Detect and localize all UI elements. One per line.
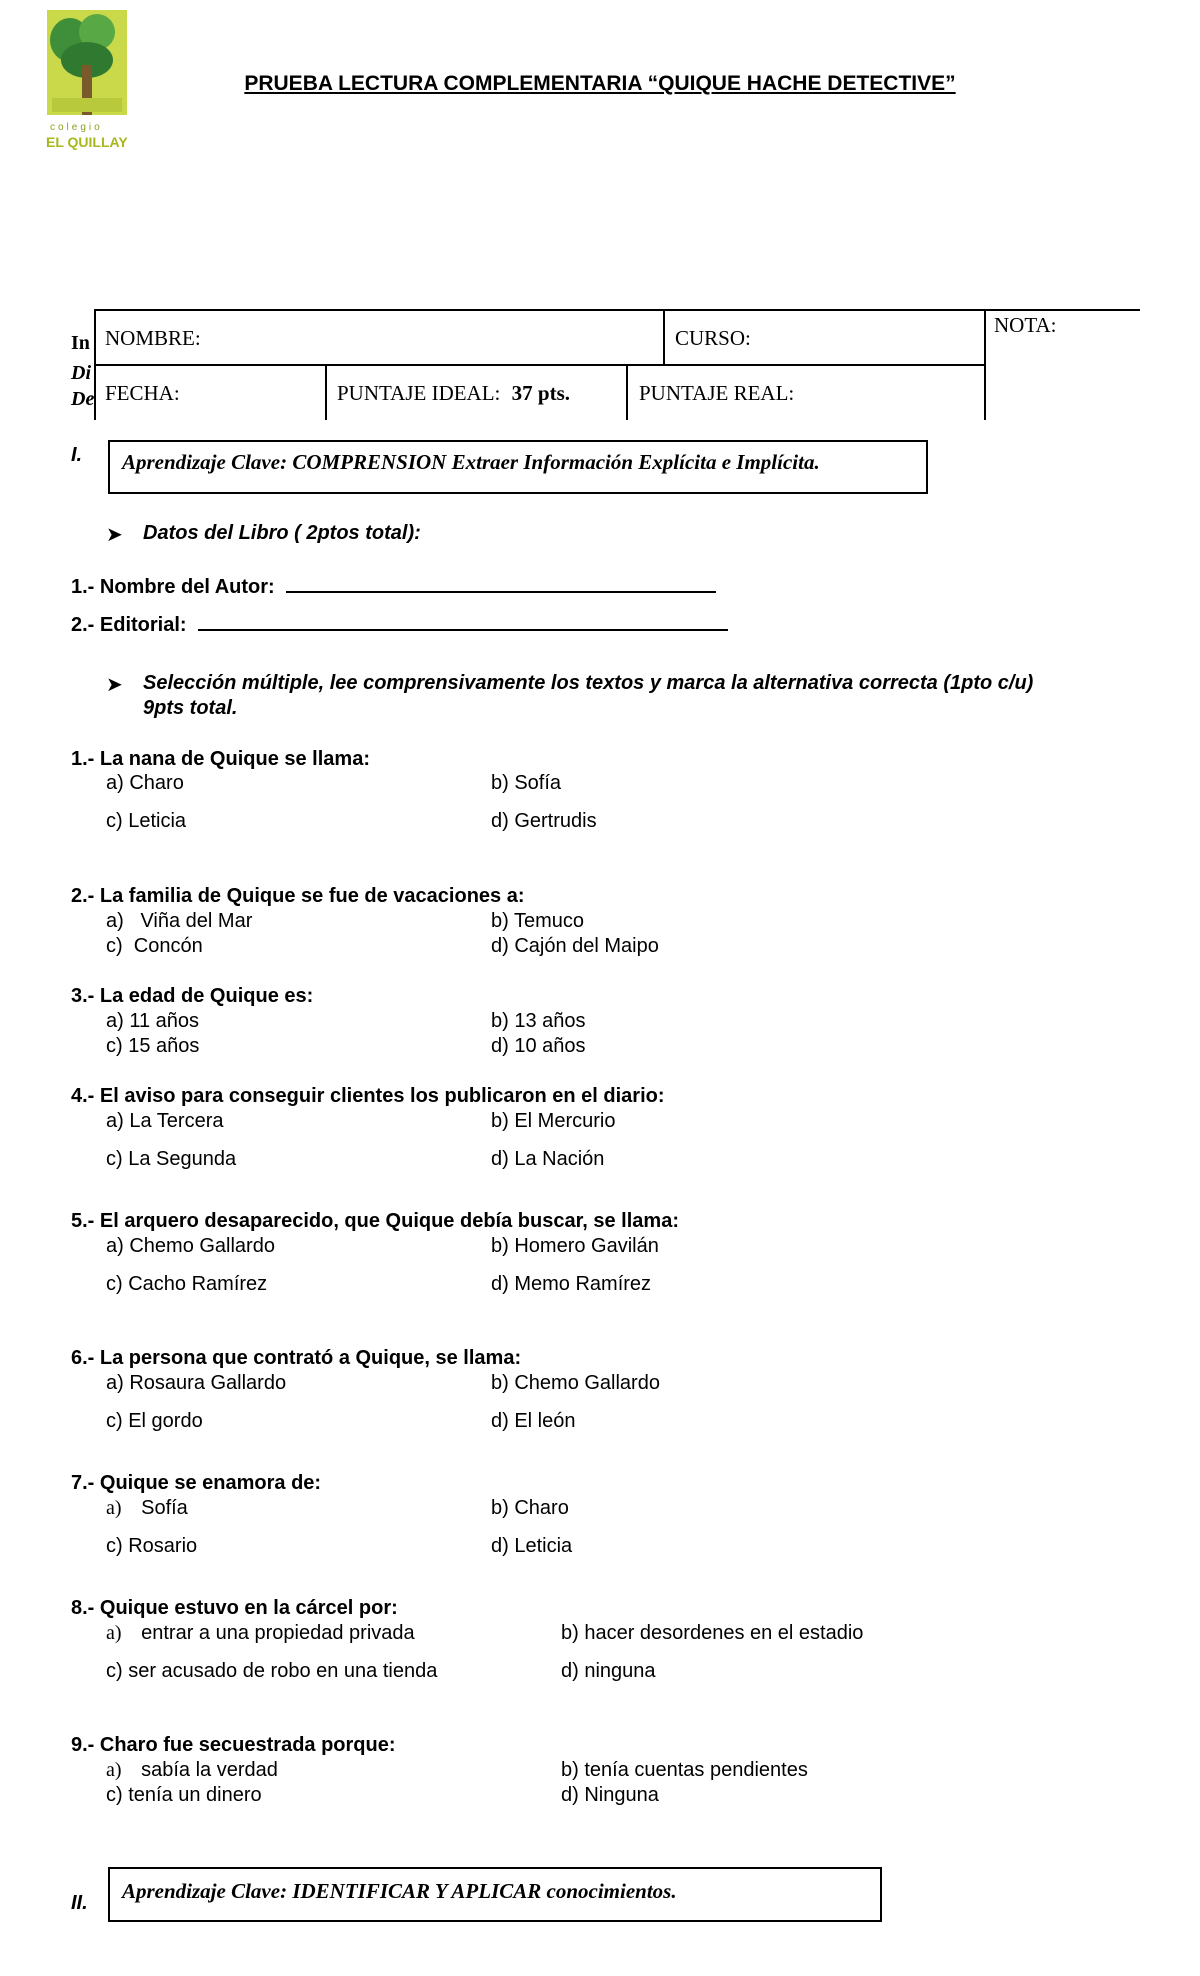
q3-option-d[interactable]: d) 10 años [491, 1035, 586, 1057]
student-info-table [0, 0, 1200, 430]
datos-heading: Datos del Libro ( 2ptos total): [143, 522, 421, 544]
q2-option-a[interactable]: a) Viña del Mar [106, 910, 253, 932]
puntaje-ideal-value: 37 pts. [511, 381, 570, 405]
q5-option-d[interactable]: d) Memo Ramírez [491, 1273, 652, 1295]
author-blank[interactable] [286, 573, 716, 593]
aprendizaje-clave-box-1: Aprendizaje Clave: COMPRENSION Extraer Información Explícita e Implícita. [108, 440, 928, 494]
q9-option-a-prefix: a) [106, 1759, 122, 1781]
q6-option-c[interactable]: c) El gordo [106, 1410, 203, 1432]
q7-option-b[interactable]: b) Charo [491, 1497, 569, 1519]
q1-option-d[interactable]: d) Gertrudis [491, 810, 597, 832]
logo-school-name: EL QUILLAY [46, 134, 128, 150]
section-2-numeral: II. [71, 1892, 88, 1914]
q9-option-a[interactable] [106, 1759, 278, 1782]
q5-option-b[interactable]: b) Homero Gavilán [491, 1235, 659, 1257]
tree-logo-icon [42, 10, 132, 120]
puntaje-real-field[interactable]: PUNTAJE REAL: [639, 381, 795, 405]
q1-option-c[interactable]: c) Leticia [106, 810, 187, 832]
q4-option-b[interactable]: b) El Mercurio [491, 1110, 616, 1132]
q7-option-a-text: Sofía [141, 1497, 188, 1519]
nota-field[interactable]: NOTA: [994, 313, 1057, 337]
q4-option-a[interactable]: a) La Tercera [106, 1110, 224, 1132]
question-6: 6.- La persona que contrató a Quique, se llama: [71, 1347, 522, 1369]
q7-option-c[interactable]: c) Rosario [106, 1535, 198, 1557]
author-field[interactable] [71, 573, 716, 599]
q8-option-b[interactable]: b) hacer desordenes en el estadio [561, 1622, 864, 1644]
q4-option-c[interactable]: c) La Segunda [106, 1148, 237, 1170]
hidden-fragment-di: Di [71, 362, 91, 384]
question-9: 9.- Charo fue secuestrada porque: [71, 1734, 396, 1756]
curso-field[interactable]: CURSO: [675, 326, 751, 350]
seleccion-heading-line2: 9pts total. [143, 697, 238, 719]
puntaje-ideal-text: PUNTAJE IDEAL: [337, 381, 501, 405]
arrow-bullet-icon: ➤ [106, 674, 123, 696]
q7-option-a[interactable] [106, 1497, 188, 1520]
hidden-fragment-in: In [71, 332, 90, 354]
q3-option-a[interactable]: a) 11 años [106, 1010, 200, 1032]
q9-option-b[interactable]: b) tenía cuentas pendientes [561, 1759, 808, 1781]
question-8: 8.- Quique estuvo en la cárcel por: [71, 1597, 398, 1619]
editorial-blank[interactable] [198, 611, 728, 631]
q4-option-d[interactable]: d) La Nación [491, 1148, 605, 1170]
q1-option-a[interactable]: a) Charo [106, 772, 184, 794]
puntaje-ideal-label [337, 381, 570, 406]
q6-option-b[interactable]: b) Chemo Gallardo [491, 1372, 660, 1394]
seleccion-heading-line1: Selección múltiple, lee comprensivamente los textos y marca la alternativa correcta (1pto c/u) [143, 672, 1034, 694]
question-1: 1.- La nana de Quique se llama: [71, 748, 370, 770]
hidden-fragment-de: De [71, 388, 95, 410]
section-1-numeral: I. [71, 444, 83, 466]
q2-option-c[interactable]: c) Concón [106, 935, 203, 957]
fecha-field[interactable]: FECHA: [105, 381, 184, 406]
nombre-field[interactable]: NOMBRE: [105, 326, 205, 351]
arrow-bullet-icon: ➤ [106, 524, 123, 546]
q8-option-a-prefix: a) [106, 1622, 122, 1644]
editorial-field[interactable] [71, 611, 728, 637]
q3-option-c[interactable]: c) 15 años [106, 1035, 200, 1057]
q9-option-c[interactable]: c) tenía un dinero [106, 1784, 262, 1806]
page-title: PRUEBA LECTURA COMPLEMENTARIA “QUIQUE HACHE DETECTIVE” [244, 72, 956, 95]
q7-option-d[interactable]: d) Leticia [491, 1535, 573, 1557]
q7-option-a-prefix: a) [106, 1497, 122, 1519]
question-3: 3.- La edad de Quique es: [71, 985, 314, 1007]
q5-option-a[interactable]: a) Chemo Gallardo [106, 1235, 275, 1257]
question-2: 2.- La familia de Quique se fue de vacaciones a: [71, 885, 525, 907]
question-4: 4.- El aviso para conseguir clientes los publicaron en el diario: [71, 1085, 665, 1107]
q2-option-b[interactable]: b) Temuco [491, 910, 585, 932]
q8-option-a[interactable] [106, 1622, 415, 1645]
q2-option-d[interactable]: d) Cajón del Maipo [491, 935, 659, 957]
q8-option-d[interactable]: d) ninguna [561, 1660, 656, 1682]
q9-option-a-text: sabía la verdad [141, 1759, 278, 1781]
question-5: 5.- El arquero desaparecido, que Quique debía buscar, se llama: [71, 1210, 679, 1232]
q6-option-d[interactable]: d) El león [491, 1410, 576, 1432]
logo-small-text: colegio [50, 122, 103, 133]
q5-option-c[interactable]: c) Cacho Ramírez [106, 1273, 268, 1295]
q9-option-d[interactable]: d) Ninguna [561, 1784, 659, 1806]
editorial-label: 2.- Editorial: [71, 614, 187, 636]
q8-option-a-text: entrar a una propiedad privada [141, 1622, 415, 1644]
q6-option-a[interactable]: a) Rosaura Gallardo [106, 1372, 287, 1394]
author-label: 1.- Nombre del Autor: [71, 576, 275, 598]
q3-option-b[interactable]: b) 13 años [491, 1010, 586, 1032]
aprendizaje-clave-box-2: Aprendizaje Clave: IDENTIFICAR Y APLICAR conocimientos. [108, 1867, 882, 1922]
question-7: 7.- Quique se enamora de: [71, 1472, 322, 1494]
q1-option-b[interactable]: b) Sofía [491, 772, 562, 794]
q8-option-c[interactable]: c) ser acusado de robo en una tienda [106, 1660, 438, 1682]
